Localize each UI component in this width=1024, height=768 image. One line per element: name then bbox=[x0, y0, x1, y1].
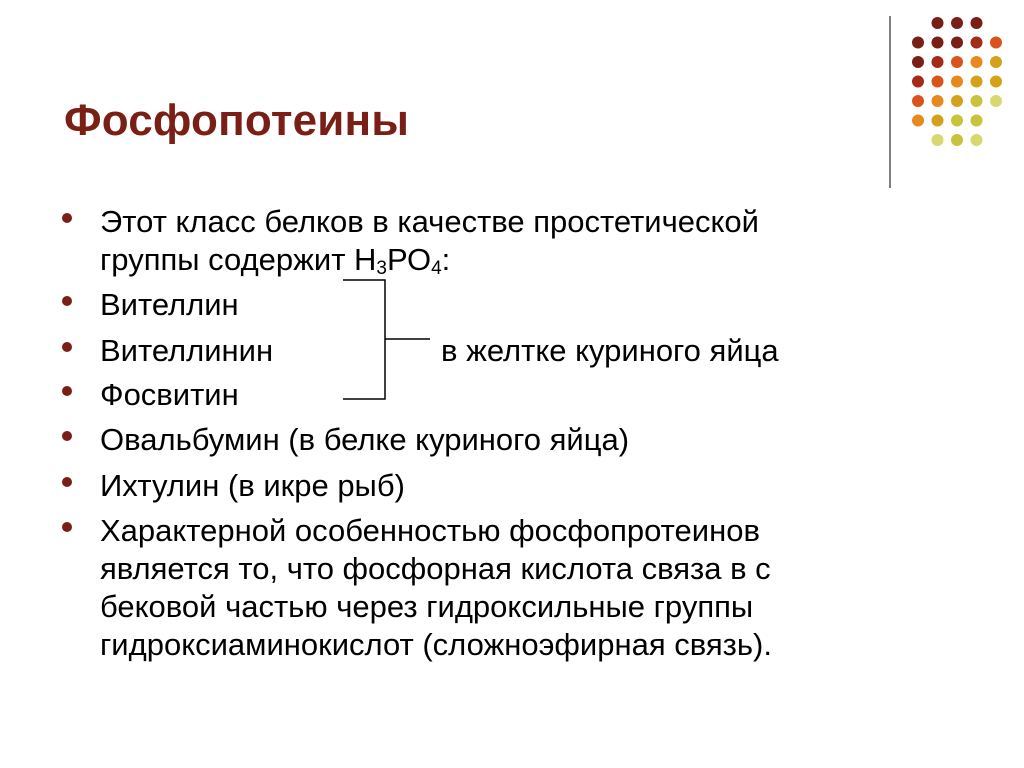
slide-title: Фосфопотеины bbox=[64, 96, 410, 145]
bullet-item-fosvitin: Фосвитин bbox=[100, 377, 239, 412]
bullet-item-intro bbox=[100, 203, 759, 279]
decorative-dot bbox=[932, 134, 944, 146]
bullet-item-characteristic bbox=[100, 512, 772, 664]
bullet-dot-icon bbox=[62, 386, 72, 396]
decorative-dot bbox=[951, 37, 963, 49]
bullet-intro-line1: Этот класс белков в качестве простетической bbox=[100, 204, 759, 239]
decorative-dot bbox=[932, 95, 944, 107]
bullet-item-vitellin: Вителлин bbox=[100, 287, 239, 322]
decorative-dot bbox=[951, 95, 963, 107]
decorative-dot bbox=[951, 56, 963, 68]
decorative-dot bbox=[951, 76, 963, 88]
decorative-dot bbox=[932, 76, 944, 88]
decorative-dot bbox=[971, 115, 983, 127]
decorative-dot bbox=[932, 115, 944, 127]
decorative-dot bbox=[971, 95, 983, 107]
characteristic-line: является то, что фосфорная кислота связа в с bbox=[100, 551, 771, 586]
subscript-4: 4 bbox=[431, 258, 442, 279]
decorative-dot bbox=[971, 17, 983, 29]
characteristic-line: бековой частью через гидроксильные группы bbox=[100, 589, 754, 624]
bracket-note: в желтке куриного яйца bbox=[441, 333, 779, 368]
bullet-dot-icon bbox=[62, 296, 72, 306]
bullet-dot-icon bbox=[62, 477, 72, 487]
decorative-divider bbox=[889, 16, 891, 188]
decorative-dot bbox=[971, 37, 983, 49]
decorative-dot bbox=[990, 76, 1002, 88]
bullet-item-ichthulin: Ихтулин (в икре рыб) bbox=[100, 468, 405, 503]
decorative-dot bbox=[971, 76, 983, 88]
subscript-3: 3 bbox=[376, 258, 387, 279]
intro-formula: РО bbox=[386, 242, 432, 277]
decorative-dot bbox=[990, 95, 1002, 107]
bullet-dot-icon bbox=[62, 431, 72, 441]
decorative-dot bbox=[932, 56, 944, 68]
bullet-dot-icon bbox=[62, 522, 72, 532]
characteristic-line: Характерной особенностью фосфопротеинов bbox=[100, 513, 760, 548]
decorative-dot bbox=[971, 134, 983, 146]
bullet-intro-line2 bbox=[100, 241, 759, 279]
decorative-dot bbox=[912, 37, 924, 49]
bullet-item-vitellinin: Вителлинин bbox=[100, 333, 274, 368]
characteristic-line: гидроксиаминокислот (сложноэфирная связь). bbox=[100, 627, 772, 662]
decorative-dot bbox=[932, 17, 944, 29]
decorative-dot bbox=[951, 115, 963, 127]
bullet-dot-icon bbox=[62, 213, 72, 223]
bullet-item-ovalbumin: Овальбумин (в белке куриного яйца) bbox=[100, 422, 630, 457]
decorative-dot bbox=[932, 37, 944, 49]
decorative-dot bbox=[912, 76, 924, 88]
decorative-dot bbox=[951, 134, 963, 146]
decorative-dot bbox=[912, 56, 924, 68]
decorative-dot bbox=[912, 115, 924, 127]
intro-text: группы содержит Н bbox=[100, 242, 377, 277]
decorative-dot bbox=[971, 56, 983, 68]
decorative-dot bbox=[951, 17, 963, 29]
bullet-dot-icon bbox=[62, 342, 72, 352]
decorative-dot bbox=[990, 56, 1002, 68]
decorative-dot bbox=[990, 37, 1002, 49]
intro-colon: : bbox=[441, 242, 451, 277]
decorative-dot bbox=[912, 95, 924, 107]
